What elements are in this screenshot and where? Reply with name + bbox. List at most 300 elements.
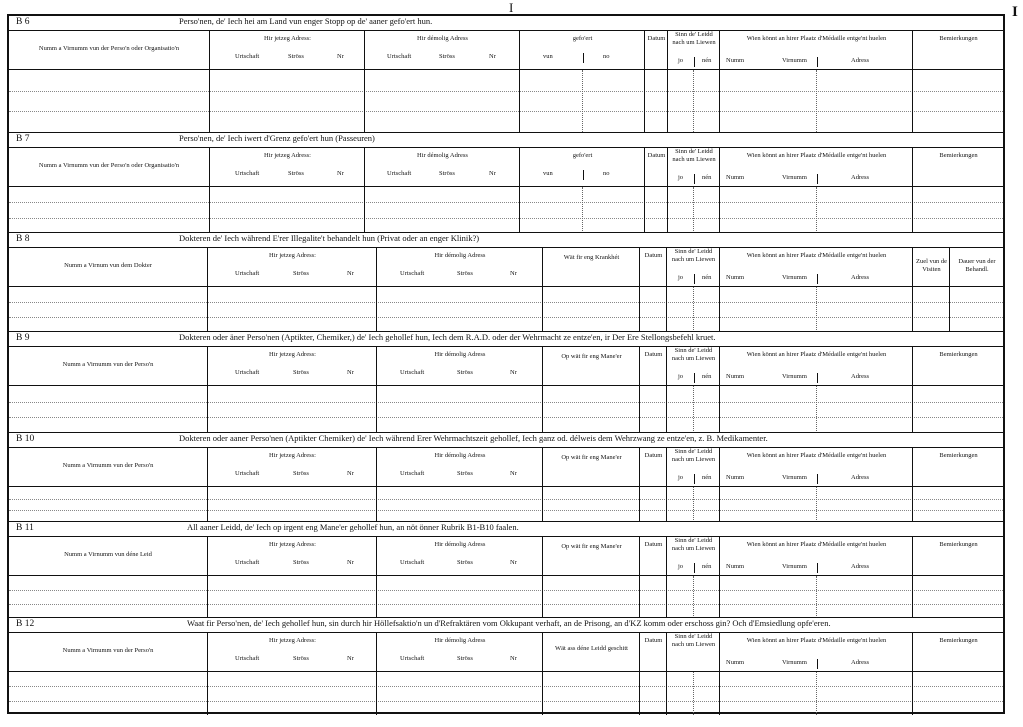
header-mid-column (519, 31, 645, 69)
street-label: Ströss (457, 470, 473, 477)
survived-label: Sinn de' Leidd nach um Liewen (672, 31, 716, 46)
header-survived (667, 31, 720, 69)
header-visits (912, 248, 950, 286)
medal-label: Wien könnt an hirer Plaatz d'Médaille entge'nt huelen (746, 35, 887, 42)
column-subline (582, 70, 583, 132)
section-code: B 11 (16, 523, 34, 533)
surname-label: Virnumm (782, 563, 807, 570)
column-line (912, 386, 913, 433)
section-header (9, 233, 1003, 246)
town-label: Urtschaft (235, 369, 260, 376)
header-remarks (912, 633, 1004, 671)
remarks-label: Bemierkungen (939, 541, 978, 548)
header-former-address (364, 31, 520, 69)
date-label: Datum (644, 452, 663, 459)
data-rows (9, 70, 1003, 132)
name-column-label: Numm a Virnumm vun der Perso'n oder Organisatio'n (38, 45, 180, 52)
header-name-column (9, 148, 209, 186)
column-line (207, 287, 208, 332)
column-line (666, 487, 667, 522)
street-label: Ströss (293, 655, 309, 662)
column-line (667, 70, 668, 132)
town-label: Urtschaft (400, 559, 425, 566)
column-line (666, 672, 667, 715)
header-current-address (207, 347, 377, 385)
data-rows (9, 576, 1003, 618)
section-title: Dokteren oder äner Perso'nen (Aptikter, Chemiker,) de' Iech gehollef hun, Iech dem R.A.D. oder der Wehrmacht ze entze'en, ir Der Ere Stellongsbefehl kruet. (179, 332, 716, 342)
section-header (9, 16, 1003, 29)
survived-label: Sinn de' Leidd nach um Liewen (671, 633, 716, 648)
street-label: Ströss (293, 270, 309, 277)
column-subline (693, 487, 694, 522)
town-label: Urtschaft (400, 470, 425, 477)
separator (694, 474, 695, 484)
header-date (639, 448, 667, 486)
column-headers (9, 346, 1003, 386)
from-label: vun (543, 53, 553, 60)
row-line (9, 510, 1003, 511)
column-subline (582, 187, 583, 233)
no-label: nén (702, 274, 712, 281)
data-rows (9, 187, 1003, 233)
town-label: Urtschaft (235, 655, 260, 662)
from-label: vun (543, 170, 553, 177)
header-remarks (912, 31, 1004, 69)
number-label: Nr (347, 470, 354, 477)
name-column-label: Numm a Virnum vun dem Dokter (64, 262, 152, 269)
first-name-label: Numm (726, 474, 745, 481)
first-name-label: Numm (726, 373, 745, 380)
section-header (9, 522, 1003, 535)
name-column-label: Numm a Virnumm vun déne Leid (64, 551, 152, 558)
header-name-column (9, 248, 207, 286)
header-current-address (207, 537, 377, 575)
column-subline (816, 386, 817, 433)
column-line (719, 187, 720, 233)
section-title: All aaner Leidd, de' Iech op irgent eng Mane'er gehollef hun, an nöt önner Rubrik B1-B10 faalen. (187, 522, 519, 532)
section-header (9, 332, 1003, 345)
column-subline (816, 70, 817, 132)
column-line (376, 672, 377, 715)
column-line (376, 576, 377, 618)
first-name-label: Numm (726, 659, 745, 666)
column-line (912, 70, 913, 132)
former-address-label: Hir démolig Adress (434, 252, 486, 259)
date-label: Datum (644, 637, 663, 644)
mid-column-label: Op wät fir eng Mane'er (561, 454, 622, 461)
header-survived (666, 347, 720, 385)
header-mid-column (542, 537, 640, 575)
separator (817, 274, 818, 284)
section-code: B 9 (16, 333, 30, 343)
surname-label: Virnumm (782, 174, 807, 181)
duration-label: Dauer vun der Behandl. (958, 258, 996, 273)
section-b8 (9, 232, 1003, 332)
column-line (639, 487, 640, 522)
data-rows (9, 386, 1003, 433)
header-name-column (9, 633, 207, 671)
yes-label: jo (678, 174, 684, 181)
no-label: nén (702, 563, 712, 570)
header-survived (667, 148, 720, 186)
number-label: Nr (337, 53, 344, 60)
questionnaire-form (7, 14, 1005, 714)
header-current-address (207, 448, 377, 486)
header-medal-recipient (719, 248, 913, 286)
row-line (9, 218, 1003, 219)
date-label: Datum (644, 541, 663, 548)
medal-label: Wien könnt an hirer Plaatz d'Médaille entge'nt huelen (746, 351, 887, 358)
no-label: nén (702, 57, 712, 64)
town-label: Urtschaft (235, 470, 260, 477)
street-label: Ströss (288, 53, 304, 60)
header-former-address (376, 448, 543, 486)
yes-label: jo (678, 563, 684, 570)
town-label: Urtschaft (387, 170, 412, 177)
separator (817, 373, 818, 383)
header-survived (666, 448, 720, 486)
column-line (376, 487, 377, 522)
column-line (207, 487, 208, 522)
section-title: Dokteren oder aaner Perso'nen (Aptikter Chemiker) de' Iech während Erer Wehrmachtszeit gehollef, Iech ganz od. délweis dem Wehrzwang ze entze'en, z. B. Medikamenter. (179, 433, 768, 443)
surname-label: Virnumm (782, 373, 807, 380)
number-label: Nr (347, 559, 354, 566)
surname-label: Virnumm (782, 274, 807, 281)
town-label: Urtschaft (235, 559, 260, 566)
address-label: Adress (851, 563, 870, 570)
survived-label: Sinn de' Leidd nach um Liewen (671, 537, 716, 552)
section-code: B 12 (16, 619, 35, 629)
row-line (9, 402, 1003, 403)
column-line (644, 70, 645, 132)
street-label: Ströss (439, 53, 455, 60)
number-label: Nr (510, 369, 517, 376)
number-label: Nr (337, 170, 344, 177)
street-label: Ströss (288, 170, 304, 177)
yes-label: jo (678, 373, 684, 380)
header-medal-recipient (719, 633, 913, 671)
column-subline (693, 70, 694, 132)
column-line (364, 187, 365, 233)
column-line (639, 287, 640, 332)
header-former-address (376, 347, 543, 385)
header-mid-column (542, 448, 640, 486)
header-duration (949, 248, 1004, 286)
current-address-label: Hir jetzeg Adress: (269, 351, 316, 358)
number-label: Nr (347, 655, 354, 662)
row-line (9, 111, 1003, 112)
column-line (666, 386, 667, 433)
former-address-label: Hir démolig Adress (417, 152, 468, 159)
header-remarks (912, 448, 1004, 486)
number-label: Nr (510, 559, 517, 566)
column-subline (693, 287, 694, 332)
town-label: Urtschaft (235, 270, 260, 277)
survived-label: Sinn de' Leidd nach um Liewen (671, 248, 716, 263)
current-address-label: Hir jetzeg Adress: (269, 252, 316, 259)
header-medal-recipient (719, 448, 913, 486)
medal-label: Wien könnt an hirer Plaatz d'Médaille entge'nt huelen (746, 452, 887, 459)
column-headers (9, 30, 1003, 70)
column-headers (9, 247, 1003, 287)
column-line (207, 672, 208, 715)
column-subline (816, 287, 817, 332)
column-line (209, 70, 210, 132)
date-label: Datum (644, 351, 663, 358)
column-line (207, 576, 208, 618)
separator (817, 474, 818, 484)
section-code: B 8 (16, 234, 30, 244)
header-date (639, 248, 667, 286)
column-line (666, 576, 667, 618)
date-label: Datum (644, 252, 663, 259)
section-code: B 7 (16, 134, 30, 144)
column-line (639, 672, 640, 715)
street-label: Ströss (293, 470, 309, 477)
column-subline (693, 576, 694, 618)
surname-label: Virnumm (782, 57, 807, 64)
date-label: Datum (647, 35, 666, 42)
first-name-label: Numm (726, 274, 745, 281)
first-name-label: Numm (726, 57, 745, 64)
former-address-label: Hir démolig Adress (434, 637, 486, 644)
column-subline (816, 576, 817, 618)
header-current-address (209, 148, 365, 186)
header-remarks (912, 347, 1004, 385)
survived-label: Sinn de' Leidd nach um Liewen (672, 148, 716, 163)
column-line (542, 487, 543, 522)
row-line (9, 701, 1003, 702)
row-line (9, 417, 1003, 418)
mid-column-label: Wät fir eng Krankhét (563, 254, 620, 261)
column-line (639, 386, 640, 433)
medal-label: Wien könnt an hirer Plaatz d'Médaille entge'nt huelen (746, 637, 887, 644)
column-line (644, 187, 645, 233)
former-address-label: Hir démolig Adress (417, 35, 468, 42)
row-line (9, 202, 1003, 203)
section-b7 (9, 132, 1003, 233)
header-survived (666, 248, 720, 286)
section-b11 (9, 521, 1003, 618)
number-label: Nr (510, 470, 517, 477)
column-subline (693, 386, 694, 433)
header-date (639, 537, 667, 575)
section-b12 (9, 617, 1003, 715)
column-line (667, 187, 668, 233)
survived-label: Sinn de' Leidd nach um Liewen (671, 347, 716, 362)
header-date (639, 633, 667, 671)
header-former-address (376, 537, 543, 575)
street-label: Ströss (457, 559, 473, 566)
header-date (644, 31, 668, 69)
column-headers (9, 447, 1003, 487)
column-line (719, 487, 720, 522)
name-column-label: Numm a Virnumm vun der Perso'n (62, 647, 154, 654)
no-label: nén (702, 474, 712, 481)
current-address-label: Hir jetzeg Adress: (269, 541, 316, 548)
column-line (209, 187, 210, 233)
town-label: Urtschaft (400, 270, 425, 277)
yes-label: jo (678, 474, 684, 481)
row-line (9, 302, 1003, 303)
column-line (719, 672, 720, 715)
remarks-label: Bemierkungen (939, 351, 978, 358)
header-name-column (9, 347, 207, 385)
town-label: Urtschaft (235, 170, 260, 177)
header-survived (666, 633, 720, 671)
street-label: Ströss (457, 369, 473, 376)
name-column-label: Numm a Virnumm vun der Perso'n (62, 462, 154, 469)
row-line (9, 590, 1003, 591)
separator (583, 170, 584, 180)
section-header (9, 133, 1003, 146)
name-column-label: Numm a Virnumm vun der Perso'n (62, 361, 154, 368)
header-current-address (209, 31, 365, 69)
separator (694, 373, 695, 383)
number-label: Nr (510, 270, 517, 277)
column-line (719, 287, 720, 332)
column-line (519, 70, 520, 132)
column-line (376, 287, 377, 332)
separator (583, 53, 584, 63)
section-header (9, 618, 1003, 631)
column-line (912, 187, 913, 233)
header-date (644, 148, 668, 186)
street-label: Ströss (457, 655, 473, 662)
section-b6 (9, 16, 1003, 132)
address-label: Adress (851, 174, 870, 181)
transported-label: gefo'ert (572, 152, 593, 159)
town-label: Urtschaft (235, 53, 260, 60)
to-label: no (603, 170, 610, 177)
top-mark: I (509, 0, 514, 15)
section-b10 (9, 432, 1003, 522)
section-code: B 6 (16, 17, 30, 27)
column-line (912, 576, 913, 618)
separator (694, 57, 695, 67)
no-label: nén (702, 373, 712, 380)
section-title: Perso'nen, de' Iech iwert d'Grenz gefo'ert hun (Passeuren) (179, 133, 375, 143)
no-label: nén (702, 174, 712, 181)
header-date (639, 347, 667, 385)
surname-label: Virnumm (782, 659, 807, 666)
address-label: Adress (851, 373, 870, 380)
address-label: Adress (851, 274, 870, 281)
column-line (719, 386, 720, 433)
address-label: Adress (851, 474, 870, 481)
header-current-address (207, 248, 377, 286)
header-current-address (207, 633, 377, 671)
header-medal-recipient (719, 347, 913, 385)
section-title: Dokteren de' Iech während E'rer Illegalite't behandelt hun (Privat oder an enger Klinik?) (179, 233, 480, 243)
current-address-label: Hir jetzeg Adress: (269, 637, 316, 644)
number-label: Nr (510, 655, 517, 662)
street-label: Ströss (293, 559, 309, 566)
row-line (9, 686, 1003, 687)
header-mid-column (542, 347, 640, 385)
visits-label: Zuel vun de Visiten (915, 258, 948, 273)
street-label: Ströss (293, 369, 309, 376)
column-line (666, 287, 667, 332)
remarks-label: Bemierkungen (939, 452, 978, 459)
column-line (542, 576, 543, 618)
separator (817, 174, 818, 184)
former-address-label: Hir démolig Adress (434, 452, 486, 459)
mid-column-label: Wät ass déne Leidd geschitt (555, 645, 628, 652)
section-code: B 10 (16, 434, 35, 444)
column-line (719, 576, 720, 618)
yes-label: jo (678, 274, 684, 281)
remarks-label: Bemierkungen (939, 152, 978, 159)
date-label: Datum (647, 152, 666, 159)
town-label: Urtschaft (400, 369, 425, 376)
medal-label: Wien könnt an hirer Plaatz d'Médaille entge'nt huelen (746, 252, 887, 259)
column-line (519, 187, 520, 233)
header-former-address (364, 148, 520, 186)
section-header (9, 433, 1003, 446)
row-line (9, 604, 1003, 605)
former-address-label: Hir démolig Adress (434, 541, 486, 548)
survived-label: Sinn de' Leidd nach um Liewen (671, 448, 716, 463)
header-name-column (9, 537, 207, 575)
section-b9 (9, 331, 1003, 433)
section-title: Waat fir Perso'nen, de' Iech gehollef hun, sin durch hir Höllefsaktio'n un d'Refraktären vom Okkupant verhaft, an de Prisong, an d'KZ komm oder erschoss gin? Och d'Emsiedlung opfe'eren. (187, 618, 831, 628)
header-medal-recipient (719, 537, 913, 575)
data-rows (9, 672, 1003, 715)
header-survived (666, 537, 720, 575)
header-mid-column (542, 633, 640, 671)
yes-label: jo (678, 57, 684, 64)
column-line (542, 287, 543, 332)
header-name-column (9, 448, 207, 486)
row-line (9, 317, 1003, 318)
current-address-label: Hir jetzeg Adress: (264, 152, 311, 159)
transported-label: gefo'ert (572, 35, 593, 42)
column-line (207, 386, 208, 433)
column-subline (693, 672, 694, 715)
header-remarks (912, 537, 1004, 575)
header-former-address (376, 633, 543, 671)
header-medal-recipient (719, 148, 913, 186)
column-subline (816, 672, 817, 715)
column-line (912, 487, 913, 522)
data-rows (9, 487, 1003, 522)
header-remarks (912, 148, 1004, 186)
remarks-label: Bemierkungen (939, 35, 978, 42)
surname-label: Virnumm (782, 474, 807, 481)
current-address-label: Hir jetzeg Adress: (269, 452, 316, 459)
street-label: Ströss (457, 270, 473, 277)
medal-label: Wien könnt an hirer Plaatz d'Médaille entge'nt huelen (746, 541, 887, 548)
address-label: Adress (851, 57, 870, 64)
column-headers (9, 536, 1003, 576)
section-title: Perso'nen, de' Iech hei am Land vun enger Stopp op de' aaner gefo'ert hun. (179, 16, 433, 26)
number-label: Nr (347, 270, 354, 277)
corner-mark: I (1012, 4, 1018, 20)
mid-column-label: Op wät fir eng Mane'er (561, 543, 622, 550)
to-label: no (603, 53, 610, 60)
column-line (719, 70, 720, 132)
header-mid-column (542, 248, 640, 286)
separator (817, 57, 818, 67)
data-rows (9, 287, 1003, 332)
separator (817, 659, 818, 669)
column-line (912, 287, 913, 332)
separator (694, 174, 695, 184)
column-line (376, 386, 377, 433)
former-address-label: Hir démolig Adress (434, 351, 486, 358)
current-address-label: Hir jetzeg Adress: (264, 35, 311, 42)
